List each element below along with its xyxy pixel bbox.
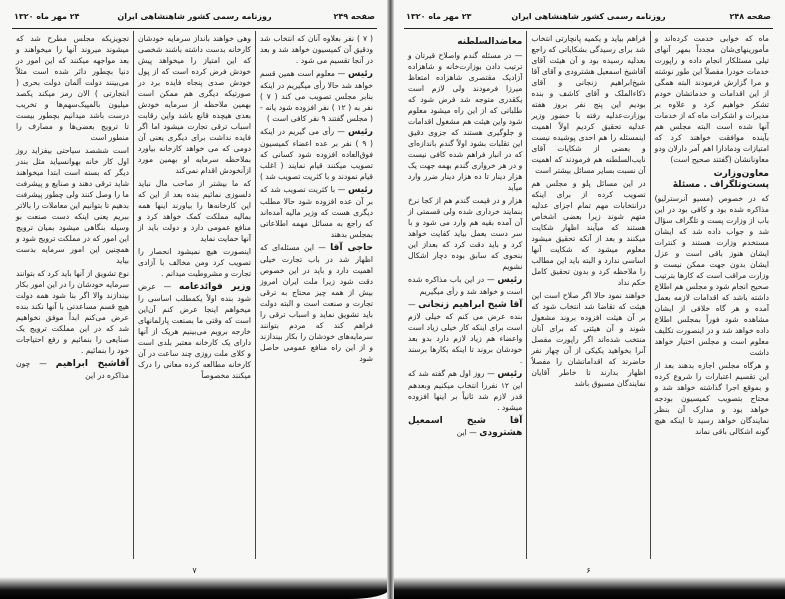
paragraph <box>655 360 769 437</box>
paragraph <box>16 268 129 356</box>
paragraph <box>408 195 522 272</box>
paragraph-text: — این <box>456 428 477 437</box>
binding-shadow <box>392 577 785 599</box>
text-column <box>12 31 133 559</box>
paragraph-text: اینصورت هیچ نمیشود انحصار را تصویب کرد ومن مخالف با آزادی تجارت و مشروطیت میدانم . <box>138 247 251 278</box>
paragraph-text: که در خصوص (مسیو آنرسترلیو) مذاکره شده بود و کافی بود در این باب از وزارت پست و تلگراف سؤال شد و جواب داده شد که ایشان مستخدم وزارت هستند و کنترات ایشان هنوز باقی است و عزل ایشان بدون جهت ممکن نیست و وزارت مراقب است که کارها بترتیب صحیح انجام شود و مجلس هم اطلاع داشته باشد که اقدامات لازمه بعمل آمده و هر گاه خلافی از ایشان مشاهده شود فوراً بمجلس اطلاع داده خواهد شد و در اینصورت تکلیف معلوم است و مجلس اختیار خواهد داشت <box>654 194 769 357</box>
paragraph <box>138 246 251 279</box>
footer-page-number: ۶ <box>586 566 591 575</box>
speaker-name: آقا شیخ اسمعیل هشترودی <box>408 416 523 438</box>
paragraph <box>138 33 251 176</box>
paragraph-text: — روز اول هم گفته شد که این ۱۲ نفررا انتخاب میکنیم وبعدهم قدر لازم شد ثانیاً بر اینها افزوده میشود . <box>408 369 523 412</box>
text-column <box>650 31 773 559</box>
paragraph-text: — عرض شود بنده اولاً یکمطلب اساسی را میخواهم اینجا عرض کنم آن‌این است که وقتی ما بصنعت پارلمانهای خارجه برویم می‌بینیم هریک از آنها دارای یک کارخانه معتبر بلدی است و کلای ملت روزی چند ساعت در آن کارخانه مطالعه کرده معانی را درک میکنند مخصوصاً <box>138 282 251 380</box>
speaker-name: رئیس <box>348 69 373 79</box>
paragraph <box>16 145 129 266</box>
newspaper-page-left <box>0 0 389 599</box>
page-header <box>14 12 375 26</box>
paragraph <box>16 33 129 143</box>
speaker-name: رئیس <box>348 185 373 195</box>
newspaper-title: روزنامه رسمی کشور شاهنشاهی ایران <box>511 12 666 21</box>
text-columns <box>12 31 377 559</box>
paragraph-text: است ششصد سیاحتی بیفزاید روز اول کار خانه بهوانسیاید مثل بندر دیگر که بسته است ابتدا میخواهند شاید ترقی دهند و صنایع و پیشرفت ما را وصل کنند ولی چطور پیشرفت بدهیم تا بتوانیم این معاملات را بالاتر ببریم یعنی اینکه دست صنعت بو وسیله بنگاهی میشود بمیان ترویج این امور که در مملکت ترویج شود و همچنین این امور سرمایه بدست بیاید <box>16 146 129 265</box>
page-gutter <box>387 0 394 599</box>
paragraph <box>138 178 251 244</box>
paragraph-text: نوع تشویق از آنها باید کرد که بتوانند سرمایه خودشان را در این امور بکار بیندازند والا اگر بنا شود همه دولت هیچ قسم مساعدتی با آنها نکند بنده عرض می‌کنم ابداً موفق نخواهیم شد که در این مملکت ترویج یک صنایعی را بنمائیم و رفع احتیاجات خود را بنمائیم . <box>16 269 129 355</box>
paragraph-text: تجویزیکه مجلس مطرح شد که میشوند میروند آنها را میخواهند و بعد مواجهه میکنند که این امور در دنیا بچطور دائر شده است مثلاً می‌بینند دولت آلمان دولت بحری ( ابتجارتی ) الان رمز میکند یکصد میلیون بالمپیک‌سهم‌ها و تخریب درست باشد میدانیم بچطور بیست تا ترویج بعضی‌ها و مصارف را منطور است <box>16 34 129 142</box>
speaker-name: آقا شیخ ابراهیم زنجانی <box>418 300 523 310</box>
paragraph-text: ماه که خوابی خدمت کرده‌اند و مأمورینهای‌شان مجدداً بمهر آنهای تیلی مسئلکار انجام داده و راپورت خدمات خودرا مفصلاً این طور نوشته و مرا گزارش فرمودند البته همگی از این اقدامات و خدماتشان خودم تشکر خواهیم کرد و علاوه بر مدیرات و اشکرات ماه که از خدمات آنها شده است البته مجلس هم بآینده موافقت خواهند کرد که امتیازات ودمادارا اهم آمر دارلان ودو معاونانشان (گفتند صحیح است) <box>654 34 769 164</box>
paragraph-text: خواهند نمود حالا اگر صلاح است این هیئت که تقاضا شد انتخاب شود که بر آن هیئت افزوده بروند مشغول شوند و آن هیئتی که برای آنان منتخب شده‌اند اگر راپورت مفصل آنرا بخواهید یکیکی از آن چهار نفر حاضرند که اقداماتشان را مفصلاً اظهار بدارند تا خاطر آقایان نمایندگان مسبوق باشد <box>531 291 646 388</box>
section-heading: معاون‌وزارت پست‌وتلگراف . مسئلهٔ <box>672 169 769 190</box>
newspaper-page-right <box>392 0 785 599</box>
speaker-name: آقاشیخ ابراهیم <box>55 359 130 369</box>
speaker-name: وزیر فوائدعامه <box>179 282 251 292</box>
text-columns <box>404 31 773 559</box>
speaker-name: رئیس <box>497 369 523 379</box>
paragraph-text: — معلوم است همین قسم خواهد شد حالا رأی میگیریم در اینکه بنابر مجلس تصویب می کند ( ۷ ) نفر به ( ۱۲ ) نفر افزوده شود یانه - ( مجلس گفتند ۹ نفر کافی است ) <box>260 69 373 123</box>
paragraph <box>655 33 769 165</box>
paragraph-text: — در مسئله گندم واصلاح قیرتان و ترتیب دادن بوزارت‌خانه و شاهزاده آزادیک مقتصری شاهزاده امتعاظ میرزا فرمودند ولی لازم است یکقدری متوجه شد فرض شود که طلباتی که از این راه میشود معلوم شود واین هیئت هم مشغول اقدامات و جلوگیری هستند که جزوی دقیق این تقلبات بشود اولاً گندم باندازه‌ای که در انبار فراهم شده کافی نیست و در هر خرواری گندم بهمه جهت یک هزار دینار تا ده هزار دینار ضرر وارد میآید <box>408 51 523 192</box>
page-header <box>406 12 771 26</box>
paragraph-text: که ما بیشتر از صاحب مال نباید دلسوزی نمائیم بنده بعد از این که این کارخانه‌ها را بیاورند اینها همه بمالیه مملکت کمک خواهد کرد و منافع عمومی دارد و دولت باید از آنها حمایت نماید <box>138 179 251 243</box>
footer-page-number: ۷ <box>192 566 197 575</box>
text-column <box>255 31 377 559</box>
paragraph-text: — بنده عرض می کنم که خیلی لازم است برای اینکه کار خیلی زیاد است واعضاء هم زیاد لازم دارد بدو بعد خودشان بروند تا اینکه بکارها برسند . <box>408 300 523 365</box>
header-rule <box>404 28 773 29</box>
text-column <box>404 31 526 559</box>
paragraph <box>260 33 373 66</box>
paragraph <box>531 290 645 389</box>
issue-date: ۲۳ مهر ماه ۱۳۲۰ <box>406 12 472 21</box>
paragraph <box>531 178 645 288</box>
paragraph-text: ( ۷ ) نفر بعلاوه آنان که انتخاب شد ودقیق آن کمیسیون خواهد شد و بعد در آنجا تقسیم می شود . <box>260 34 373 65</box>
paragraph <box>655 193 769 358</box>
issue-date: ۲۴ مهر ماه ۱۳۲۰ <box>14 12 80 21</box>
page-number: صفحه ۲۴۸ <box>729 12 771 21</box>
paragraph-text: در این مسائل پلو و مجلس هم تصویب کرده از برای اینکه درانتخابات مهم تمام اجزای عدلیه متهم شوند زیرا بعضی اشخاص هستند که میآیند اظهار شکایت میکنند و بعد از آنکه تحقیق میشود معلوم میشود که شکایت آنها اساسی ندارد و البته باید این مطالب را ملاحظه کرد و بدون تحقیق کامل حکم نداد <box>531 179 646 287</box>
paragraph-text: — در این باب مذاکره شده است و خواهد شد و رأی میگیریم <box>408 275 523 296</box>
paragraph <box>408 50 522 193</box>
header-rule <box>12 28 377 29</box>
page-number: صفحه ۲۴۹ <box>333 12 375 21</box>
speaker-name: رئیس <box>497 275 523 285</box>
text-column <box>526 31 649 559</box>
binding-shadow <box>0 577 389 599</box>
paragraph-text: و هرگاه مجلس اجازه بدهند بعد از این تقسیم اعتبارات را شروع کرده و بموقع اجرا گذاشته خواهد شد و محتاج بتصویب کمیسیون بودجه خواهد بود و مدارک آن بنظر نمایندگان خواهد رسید تا اینکه هیچ گونه اشکالی باقی نماند <box>654 361 769 436</box>
paragraph-text: فراهم بیاید و یکمیه پانچارتی انتخاب شد برای رسیدگی بشکایاتی که راجع بعدلیه رسیده بود و آن هیئت آقای آقاشیخ اسمعیل هشترودی و آقای آقا شیخ‌ابراهیم زنجانی و آقای ذکاءالملک و آقای کاشف و بنده بودیم این پنج نفر بروز هفته بوزارت‌عدلیه رفته با حضور وزیر عدلیه تحقیق کردیم اولاً اهمیت اینمسئله‌ را هم احدی پوشیده نیست و بعضی از شکایات آقای نایب‌السلطنه هم فرمودند که اهمیت آن نسبت بسایر مسائل بیشتر است <box>531 34 646 175</box>
paragraph-text: هزار و در قیمت گندم هم از کجا نرخ بنمایند خرداری شده ولی قسمتی از آن آمده بقیه هم وارد می شود و با سر دست بعمل بیاید کفایت خواهد کرد و باید دقت کرد که بعداز این بنحوی که سابق بوده دچار اشکال نشویم <box>408 196 523 271</box>
text-column <box>133 31 255 559</box>
paragraph-text: — با کثریت تصویب شد که بر آن عده افزوده شود حالا مطلب دیگری هست که وزیر مالیه آمده‌اند که راجع به مسائل مهمه اطلاعاتی بمجلس بدهند <box>260 185 373 239</box>
speaker-name: رئیس <box>348 127 373 137</box>
paragraph-text: — رأی می گیریم در اینکه ( ۹ ) نفر بر عده اعضاء کمیسیون فوق‌العاده افزوده شود کسانی که تصویب میکنند قیام نمایند ( اغلب قیام نمودند و با کثریت تصویب شد ) <box>259 127 373 181</box>
paragraph <box>531 33 645 176</box>
paragraph-text: — این مسئله‌ای که اظهار شد در باب تجارت خیلی اهمیت دارد و باید در این خصوص دقت شود زیرا ملت ایران امروز بیش از همه چیز محتاج به ترقی تجارت و صنعت است و البته دولت باید تشویق نماید و اسباب ترقی را فراهم کند که مردم بتوانند سرمایه‌های خودشان را بکار بیندازند و از این راه منافع عمومی حاصل شود <box>260 243 373 363</box>
newspaper-title: روزنامه رسمی کشور شاهنشاهی ایران <box>117 12 272 21</box>
section-heading: معاضدالسلطنه <box>457 37 523 47</box>
paragraph-text: — چون مذاکره در این <box>16 359 129 380</box>
speaker-name: حاجی آقا <box>330 243 373 253</box>
paragraph-text: وهی خواهند بانداز سرمایه خودشان کارخانه بدست داشته باشند شخصی که این امتیاز را میخواهد پیش خودش فرض کرده است که از پول خودش صدی پنجاه فایده برد در صورتیکه دیگری هم ممکن است بهمین ملاحظه از سرمایه خودش بعدی هیچده قانع باشد واین رقابت اسباب ترقی تجارت میشود اما اگر فایده نداشت برای دیگری یعنی آن دومی که می خواهد کارخانه بیاورد بملاحظه سرمایه او بهمین مورد ازآنخودش اقدام نمی‌کند <box>138 34 251 175</box>
